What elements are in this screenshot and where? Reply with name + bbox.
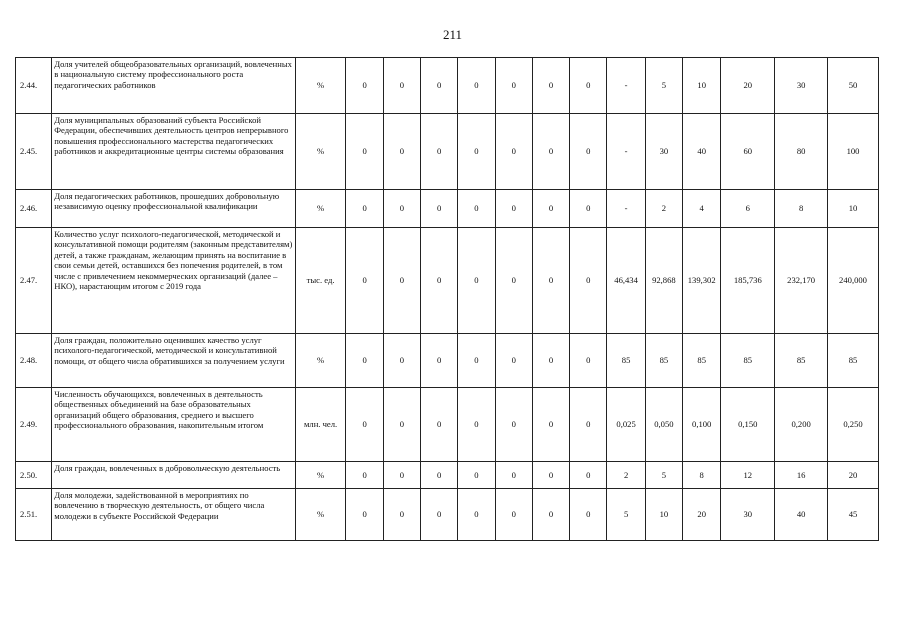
value-cell: 85 <box>683 334 721 388</box>
unit-cell: млн. чел. <box>295 388 346 462</box>
unit-cell: % <box>295 114 346 190</box>
value-cell: 10 <box>683 58 721 114</box>
table-row <box>16 190 879 228</box>
page-number: 211 <box>442 27 463 42</box>
value-cell: 85 <box>775 334 828 388</box>
value-cell: 2 <box>607 462 645 489</box>
value-cell: 0 <box>458 462 495 489</box>
value-cell: 5 <box>607 489 645 541</box>
value-cell: 10 <box>645 489 682 541</box>
value-cell: 0 <box>570 190 607 228</box>
indicator-name: Количество услуг психолого-педагогической, методической и консультативной помощи родителям (законным представителям) детей, а также гражданам, желающим принять на воспитание в свои семьи детей, оставшихся без попечения родителей, в том числе с привлечением некоммерческих организаций (далее – НКО), нарастающим итогом с 2019 года <box>52 228 295 334</box>
value-cell: 0,150 <box>721 388 775 462</box>
value-cell: 5 <box>645 58 682 114</box>
value-cell: 0 <box>383 388 420 462</box>
value-cell: 0 <box>346 462 383 489</box>
value-cell: 0 <box>346 489 383 541</box>
value-cell: 0 <box>495 228 532 334</box>
value-cell: 0 <box>421 114 458 190</box>
value-cell: 139,302 <box>683 228 721 334</box>
value-cell: 0 <box>383 58 420 114</box>
value-cell: 0 <box>532 462 569 489</box>
value-cell: 0 <box>532 190 569 228</box>
value-cell: 30 <box>645 114 682 190</box>
value-cell: 0 <box>346 114 383 190</box>
row-number: 2.47. <box>16 228 52 334</box>
unit-cell: % <box>295 190 346 228</box>
row-number: 2.48. <box>16 334 52 388</box>
value-cell: 0 <box>495 58 532 114</box>
value-cell: 0 <box>421 388 458 462</box>
value-cell: 0 <box>495 489 532 541</box>
value-cell: 0 <box>383 334 420 388</box>
value-cell: 0 <box>532 58 569 114</box>
value-cell: 185,736 <box>721 228 775 334</box>
value-cell: 0 <box>495 114 532 190</box>
unit-cell: % <box>295 58 346 114</box>
value-cell: 60 <box>721 114 775 190</box>
value-cell: 85 <box>645 334 682 388</box>
value-cell: 0 <box>458 58 495 114</box>
value-cell: 0 <box>421 489 458 541</box>
value-cell: 100 <box>828 114 879 190</box>
unit-cell: % <box>295 489 346 541</box>
value-cell: 0 <box>346 334 383 388</box>
value-cell: 0,200 <box>775 388 828 462</box>
value-cell: 0 <box>346 228 383 334</box>
value-cell: 0 <box>421 462 458 489</box>
value-cell: 20 <box>828 462 879 489</box>
value-cell: 0 <box>570 58 607 114</box>
table-row <box>16 489 879 541</box>
value-cell: 0 <box>532 114 569 190</box>
indicator-name: Доля учителей общеобразовательных организаций, вовлеченных в национальную систему профессионального роста педагогических работников <box>52 58 295 114</box>
value-cell: 50 <box>828 58 879 114</box>
value-cell: 0 <box>458 228 495 334</box>
value-cell: 45 <box>828 489 879 541</box>
value-cell: 0 <box>383 190 420 228</box>
value-cell: 46,434 <box>607 228 645 334</box>
table-row <box>16 388 879 462</box>
value-cell: 20 <box>683 489 721 541</box>
value-cell: 0 <box>458 489 495 541</box>
value-cell: 16 <box>775 462 828 489</box>
indicators-table <box>15 57 879 541</box>
value-cell: 0 <box>532 388 569 462</box>
value-cell: 0 <box>495 190 532 228</box>
value-cell: 0 <box>421 228 458 334</box>
unit-cell: % <box>295 334 346 388</box>
value-cell: 85 <box>828 334 879 388</box>
value-cell: 0 <box>570 388 607 462</box>
value-cell: 0,250 <box>828 388 879 462</box>
value-cell: 20 <box>721 58 775 114</box>
value-cell: 0 <box>458 190 495 228</box>
row-number: 2.45. <box>16 114 52 190</box>
value-cell: 0 <box>570 489 607 541</box>
value-cell: 8 <box>683 462 721 489</box>
row-number: 2.50. <box>16 462 52 489</box>
value-cell: 0 <box>458 114 495 190</box>
indicator-name: Доля педагогических работников, прошедших добровольную независимую оценку профессиональной квалификации <box>52 190 295 228</box>
value-cell: 0,100 <box>683 388 721 462</box>
value-cell: 0 <box>383 462 420 489</box>
indicator-name: Доля муниципальных образований субъекта Российской Федерации, обеспечивших деятельность центров непрерывного повышения профессионального мастерства педагогических работников и аккредитационные центры системы образования <box>52 114 295 190</box>
value-cell: 0,025 <box>607 388 645 462</box>
value-cell: 0 <box>570 462 607 489</box>
value-cell: - <box>607 190 645 228</box>
value-cell: 92,868 <box>645 228 682 334</box>
value-cell: 0 <box>421 190 458 228</box>
value-cell: 0 <box>570 228 607 334</box>
table-row <box>16 334 879 388</box>
table-body <box>16 58 879 541</box>
row-number: 2.46. <box>16 190 52 228</box>
value-cell: 40 <box>775 489 828 541</box>
value-cell: 0 <box>532 489 569 541</box>
value-cell: 240,000 <box>828 228 879 334</box>
value-cell: 10 <box>828 190 879 228</box>
indicator-name: Численность обучающихся, вовлеченных в деятельность общественных объединений на базе образовательных организаций общего образования, среднего и высшего профессионального образования, накопительным итогом <box>52 388 295 462</box>
value-cell: 30 <box>721 489 775 541</box>
indicator-name: Доля молодежи, задействованной в мероприятиях по вовлечению в творческую деятельность, от общего числа молодежи в субъекте Российской Федерации <box>52 489 295 541</box>
value-cell: 232,170 <box>775 228 828 334</box>
value-cell: 85 <box>721 334 775 388</box>
table-row <box>16 58 879 114</box>
value-cell: 0 <box>346 388 383 462</box>
value-cell: 0 <box>383 489 420 541</box>
table-row <box>16 462 879 489</box>
value-cell: 6 <box>721 190 775 228</box>
indicator-name: Доля граждан, вовлеченных в добровольческую деятельность <box>52 462 295 489</box>
value-cell: - <box>607 114 645 190</box>
value-cell: 0 <box>570 334 607 388</box>
value-cell: 0 <box>458 334 495 388</box>
value-cell: 0 <box>383 114 420 190</box>
value-cell: 2 <box>645 190 682 228</box>
value-cell: 40 <box>683 114 721 190</box>
value-cell: - <box>607 58 645 114</box>
value-cell: 0 <box>495 462 532 489</box>
value-cell: 0 <box>570 114 607 190</box>
value-cell: 0 <box>383 228 420 334</box>
value-cell: 5 <box>645 462 682 489</box>
unit-cell: тыс. ед. <box>295 228 346 334</box>
value-cell: 0,050 <box>645 388 682 462</box>
value-cell: 0 <box>458 388 495 462</box>
value-cell: 80 <box>775 114 828 190</box>
value-cell: 0 <box>532 334 569 388</box>
indicator-name: Доля граждан, положительно оценивших качество услуг психолого-педагогической, методической и консультативной помощи, от общего числа обратившихся за получением услуги <box>52 334 295 388</box>
row-number: 2.44. <box>16 58 52 114</box>
value-cell: 0 <box>495 388 532 462</box>
value-cell: 0 <box>532 228 569 334</box>
value-cell: 0 <box>495 334 532 388</box>
value-cell: 8 <box>775 190 828 228</box>
value-cell: 0 <box>346 58 383 114</box>
value-cell: 12 <box>721 462 775 489</box>
value-cell: 0 <box>421 334 458 388</box>
table-row <box>16 228 879 334</box>
row-number: 2.49. <box>16 388 52 462</box>
value-cell: 0 <box>421 58 458 114</box>
unit-cell: % <box>295 462 346 489</box>
value-cell: 85 <box>607 334 645 388</box>
table-row <box>16 114 879 190</box>
value-cell: 4 <box>683 190 721 228</box>
row-number: 2.51. <box>16 489 52 541</box>
value-cell: 0 <box>346 190 383 228</box>
value-cell: 30 <box>775 58 828 114</box>
